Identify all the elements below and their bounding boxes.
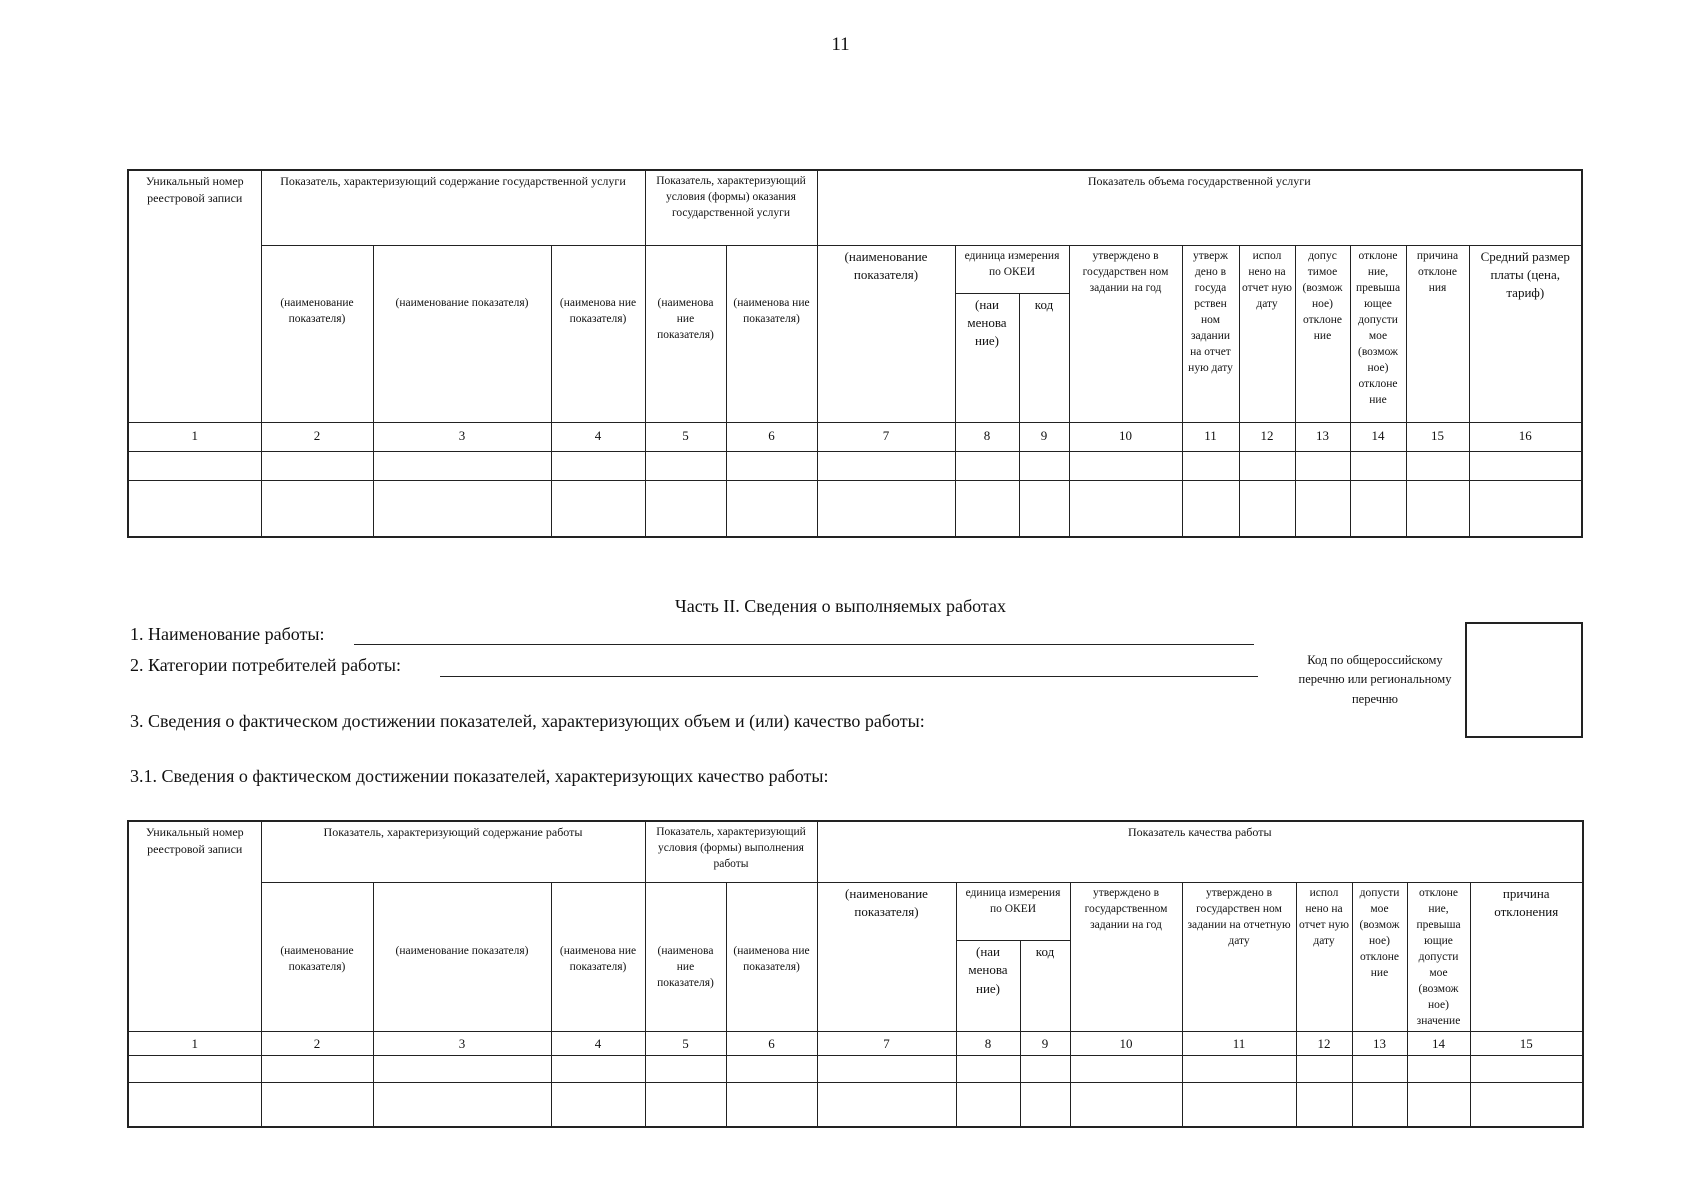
table-cell[interactable] (1407, 1056, 1470, 1083)
col-number: 7 (817, 1032, 956, 1056)
col-number: 9 (1020, 1032, 1070, 1056)
table-cell[interactable] (1296, 1056, 1352, 1083)
table-cell[interactable] (1407, 1083, 1470, 1127)
table-cell[interactable] (645, 480, 726, 537)
work-name-field[interactable] (354, 644, 1254, 645)
table-cell[interactable] (261, 480, 373, 537)
col-number: 14 (1407, 1032, 1470, 1056)
unit-okei-header: единица измерения по ОКЕИ (956, 882, 1070, 941)
col-number: 6 (726, 422, 817, 451)
deviation-reason-header: причина отклоне ния (1406, 245, 1469, 422)
table-cell[interactable] (726, 1056, 817, 1083)
table-cell[interactable] (1295, 451, 1350, 480)
table-cell[interactable] (1069, 451, 1182, 480)
average-fee-header: Средний размер платы (цена, тариф) (1469, 245, 1582, 422)
table-cell[interactable] (817, 1056, 956, 1083)
table-cell[interactable] (1070, 1083, 1182, 1127)
condition-indicator-name-5: (наименова ние показателя) (645, 293, 726, 422)
col-number: 13 (1352, 1032, 1407, 1056)
table-cell[interactable] (128, 480, 261, 537)
exceeding-deviation-header: отклоне ние, превыша ющее допусти мое (возмож ное) отклоне ние (1350, 245, 1406, 422)
table-cell[interactable] (1020, 1083, 1070, 1127)
table-cell[interactable] (726, 451, 817, 480)
executed-header: испол нено на отчет ную дату (1296, 882, 1352, 1032)
table-cell[interactable] (261, 1056, 373, 1083)
content-col-3-top (373, 245, 551, 293)
condition-indicator-name-6: (наименова ние показателя) (726, 293, 817, 422)
section-3-1-heading: 3.1. Сведения о фактическом достижении показателей, характеризующих качество работы: (130, 766, 829, 786)
table-cell[interactable] (1406, 480, 1469, 537)
work-consumers-field[interactable] (440, 676, 1258, 677)
content-indicator-name-2: (наименование показателя) (261, 293, 373, 422)
table-cell[interactable] (1070, 1056, 1182, 1083)
col-number: 2 (261, 422, 373, 451)
table-cell[interactable] (1020, 1056, 1070, 1083)
approved-year-header: утверждено в государствен ном задании на год (1069, 245, 1182, 422)
table-cell[interactable] (128, 1083, 261, 1127)
approved-year-header: утверждено в государственном задании на год (1070, 882, 1182, 1032)
section-3-heading: 3. Сведения о фактическом достижении показателей, характеризующих объем и (или) качество работы: (130, 711, 925, 731)
table-cell[interactable] (1069, 480, 1182, 537)
content-col-4-top (551, 882, 645, 941)
table-cell[interactable] (128, 1056, 261, 1083)
table-cell[interactable] (551, 1083, 645, 1127)
table-cell[interactable] (261, 1083, 373, 1127)
header-volume-indicator: Показатель объема государственной услуги (817, 170, 1582, 245)
table-cell[interactable] (1406, 451, 1469, 480)
content-indicator-name-3: (наименование показателя) (373, 941, 551, 1032)
col-number: 2 (261, 1032, 373, 1056)
code-label: Код по общероссийскому перечню или региональному перечню (1298, 653, 1452, 706)
content-col-2-top (261, 882, 373, 941)
content-indicator-name-3: (наименование показателя) (373, 293, 551, 422)
col-number: 12 (1296, 1032, 1352, 1056)
table-cell[interactable] (1239, 451, 1295, 480)
table-cell[interactable] (1182, 480, 1239, 537)
table-cell[interactable] (817, 1083, 956, 1127)
col-number: 5 (645, 1032, 726, 1056)
allowed-deviation-header: допусти мое (возмож ное) отклоне ние (1352, 882, 1407, 1032)
col-number: 9 (1019, 422, 1069, 451)
table-cell[interactable] (955, 480, 1019, 537)
content-col-3-top (373, 882, 551, 941)
table-cell[interactable] (551, 451, 645, 480)
content-col-2-top (261, 245, 373, 293)
code-box[interactable] (1465, 622, 1583, 738)
condition-indicator-name-5: (наименова ние показателя) (645, 941, 726, 1032)
col-number: 3 (373, 422, 551, 451)
col-number: 10 (1070, 1032, 1182, 1056)
table-cell[interactable] (817, 480, 955, 537)
table-row (128, 1056, 1583, 1083)
header-quality-indicator: Показатель качества работы (817, 821, 1583, 882)
header-conditions-indicator: Показатель, характеризующий условия (формы) оказания государственной услуги (645, 170, 817, 245)
table-cell[interactable] (1352, 1056, 1407, 1083)
table-cell[interactable] (1470, 1083, 1583, 1127)
deviation-reason-header: причина отклонения (1470, 882, 1583, 1032)
col-number: 12 (1239, 422, 1295, 451)
table-cell[interactable] (817, 451, 955, 480)
table-cell[interactable] (1182, 1083, 1296, 1127)
table-cell[interactable] (1469, 451, 1582, 480)
table-cell[interactable] (1350, 480, 1406, 537)
allowed-deviation-header: допус тимое (возмож ное) отклоне ние (1295, 245, 1350, 422)
col-number: 11 (1182, 422, 1239, 451)
table-cell[interactable] (373, 451, 551, 480)
content-indicator-name-2: (наименование показателя) (261, 941, 373, 1032)
col-number: 7 (817, 422, 955, 451)
executed-header: испол нено на отчет ную дату (1239, 245, 1295, 422)
approved-report-date-header: утверждено в государствен ном задании на отчетную дату (1182, 882, 1296, 1032)
table-cell[interactable] (645, 1083, 726, 1127)
unit-name-header: (наи менова ние) (955, 293, 1019, 422)
header-conditions-indicator: Показатель, характеризующий условия (формы) выполнения работы (645, 821, 817, 882)
table-cell[interactable] (373, 480, 551, 537)
condition-indicator-name-6: (наименова ние показателя) (726, 941, 817, 1032)
content-col-4-top (551, 245, 645, 293)
table-cell[interactable] (1470, 1056, 1583, 1083)
table-cell[interactable] (1019, 451, 1069, 480)
quality-indicator-name: (наименование показателя) (817, 882, 956, 1032)
table-cell[interactable] (1019, 480, 1069, 537)
table-cell[interactable] (373, 1083, 551, 1127)
table-cell[interactable] (551, 1056, 645, 1083)
col-number: 16 (1469, 422, 1582, 451)
unit-code-header: код (1020, 941, 1070, 1032)
table-cell[interactable] (645, 451, 726, 480)
header-content-indicator: Показатель, характеризующий содержание работы (261, 821, 645, 882)
page-number: 11 (831, 34, 850, 55)
col-number: 13 (1295, 422, 1350, 451)
unit-code-header: код (1019, 293, 1069, 422)
col-number: 5 (645, 422, 726, 451)
col-number: 14 (1350, 422, 1406, 451)
work-name-label: 1. Наименование работы: (130, 624, 325, 644)
table-cell[interactable] (726, 1083, 817, 1127)
col-number: 4 (551, 422, 645, 451)
header-unique-number: Уникальный номер реестровой записи (128, 170, 261, 422)
table-cell[interactable] (1296, 1083, 1352, 1127)
col-number: 10 (1069, 422, 1182, 451)
exceeding-deviation-header: отклоне ние, превыша ющие допусти мое (возмож ное) значение (1407, 882, 1470, 1032)
table-cell[interactable] (1352, 1083, 1407, 1127)
table-cell[interactable] (1350, 451, 1406, 480)
col-number: 8 (955, 422, 1019, 451)
col-number: 1 (128, 422, 261, 451)
work-consumers-label: 2. Категории потребителей работы: (130, 655, 401, 675)
col-number: 4 (551, 1032, 645, 1056)
content-indicator-name-4: (наименова ние показателя) (551, 941, 645, 1032)
col-number: 1 (128, 1032, 261, 1056)
table-cell[interactable] (373, 1056, 551, 1083)
header-content-indicator: Показатель, характеризующий содержание государственной услуги (261, 170, 645, 245)
approved-report-date-header: утверж дено в госуда рствен ном задании на отчет ную дату (1182, 245, 1239, 422)
col-number: 3 (373, 1032, 551, 1056)
table-cell[interactable] (1469, 480, 1582, 537)
table-row (128, 451, 1582, 480)
unit-name-header: (наи менова ние) (956, 941, 1020, 1032)
table-row (128, 480, 1582, 537)
volume-indicator-name: (наименование показателя) (817, 245, 955, 422)
col-number: 15 (1470, 1032, 1583, 1056)
content-indicator-name-4: (наименова ние показателя) (551, 293, 645, 422)
service-volume-table (127, 169, 1583, 538)
table-cell[interactable] (128, 451, 261, 480)
col-number: 15 (1406, 422, 1469, 451)
table-cell[interactable] (956, 1083, 1020, 1127)
table-cell[interactable] (1295, 480, 1350, 537)
table-cell[interactable] (261, 451, 373, 480)
condition-col-6-top (726, 882, 817, 941)
table-row (128, 1083, 1583, 1127)
table-cell[interactable] (955, 451, 1019, 480)
table-cell[interactable] (1182, 1056, 1296, 1083)
header-unique-number: Уникальный номер реестровой записи (128, 821, 261, 1032)
table-cell[interactable] (956, 1056, 1020, 1083)
col-number: 11 (1182, 1032, 1296, 1056)
table-cell[interactable] (645, 1056, 726, 1083)
table-cell[interactable] (726, 480, 817, 537)
table-cell[interactable] (1239, 480, 1295, 537)
condition-col-5-top (645, 245, 726, 293)
work-quality-table (127, 820, 1584, 1128)
table-cell[interactable] (1182, 451, 1239, 480)
condition-col-5-top (645, 882, 726, 941)
table-cell[interactable] (551, 480, 645, 537)
part-title: Часть II. Сведения о выполняемых работах (675, 596, 1006, 616)
col-number: 6 (726, 1032, 817, 1056)
col-number: 8 (956, 1032, 1020, 1056)
condition-col-6-top (726, 245, 817, 293)
unit-okei-header: единица измерения по ОКЕИ (955, 245, 1069, 293)
